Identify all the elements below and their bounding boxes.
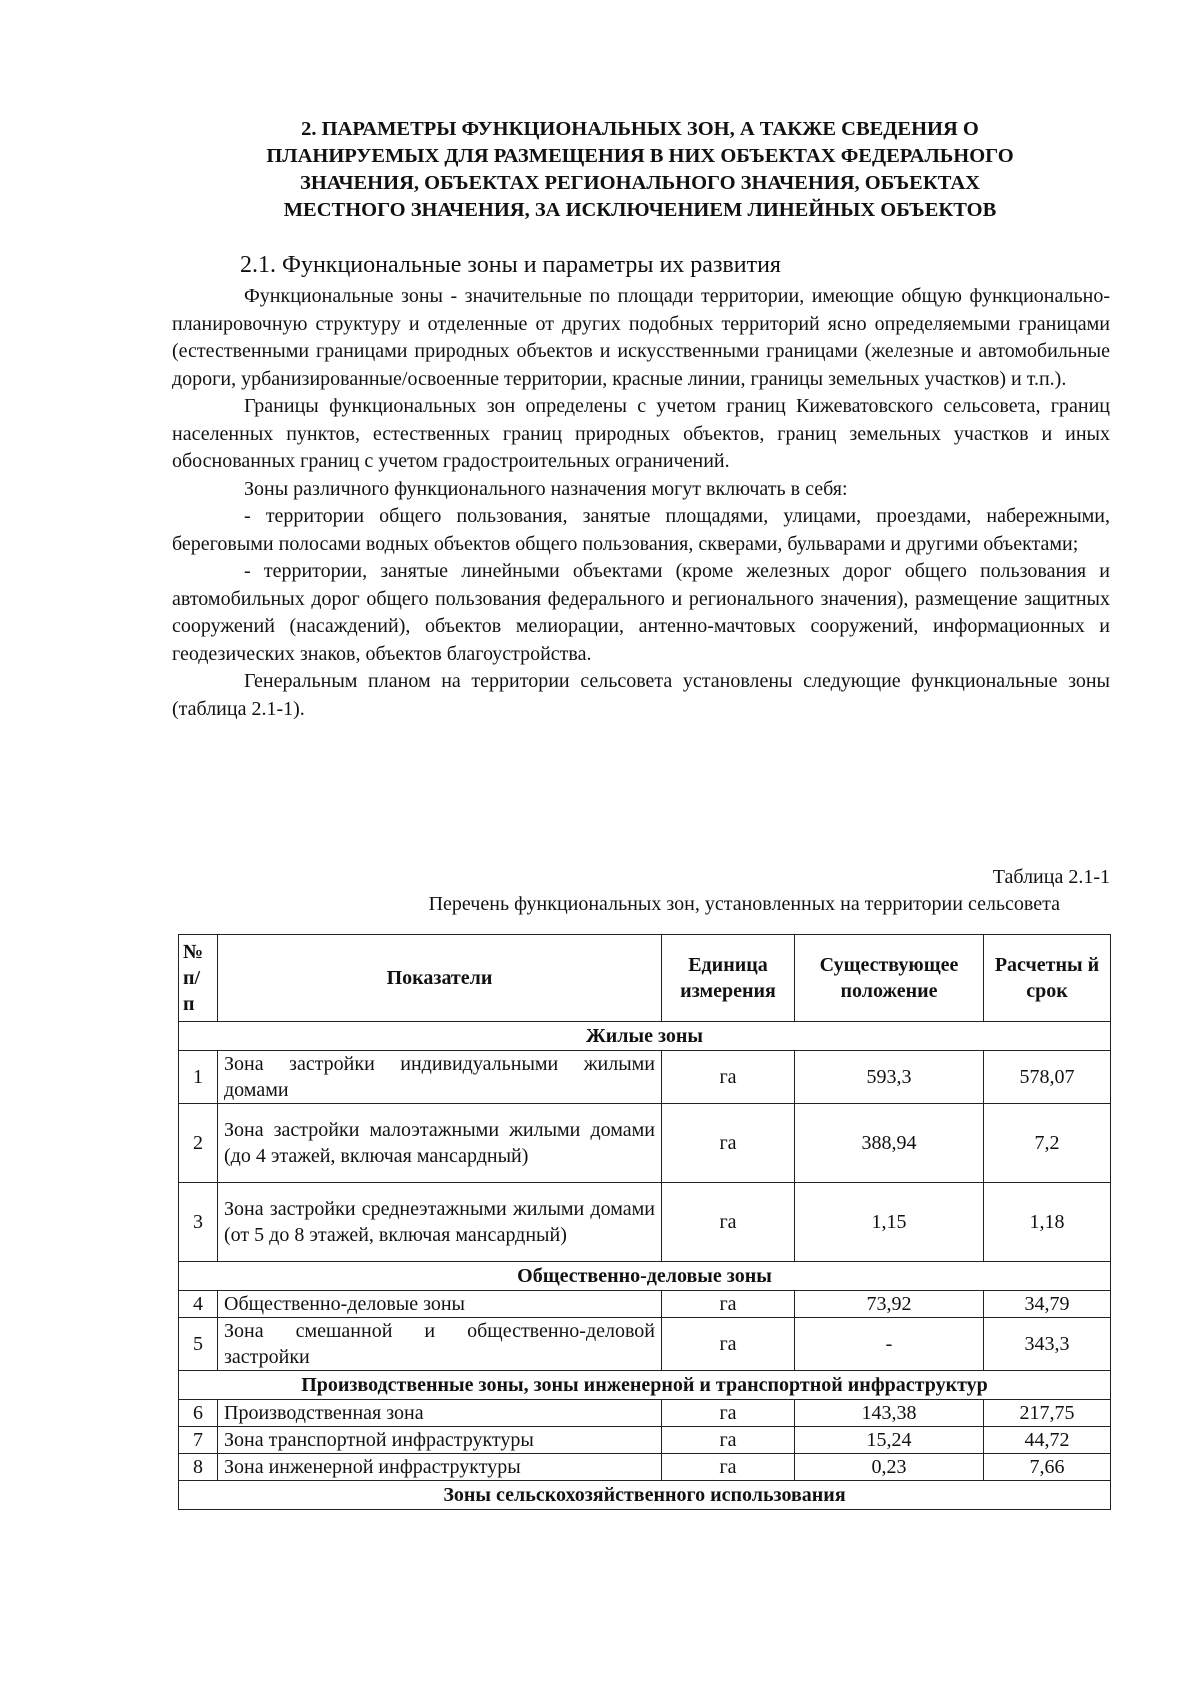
cell-existing: 0,23 (795, 1454, 984, 1481)
cell-unit: га (662, 1104, 795, 1183)
table-row (179, 1291, 1111, 1318)
table-row (179, 1454, 1111, 1481)
table-number: Таблица 2.1-1 (992, 866, 1110, 888)
cell-planned: 1,18 (984, 1183, 1111, 1262)
paragraph-boundaries: Границы функциональных зон определены с учетом границ Кижеватовского сельсовета, границ населенных пунктов, естественных границ природных объектов, границ земельных участков и иных обоснованных границ с учетом градостроительных ограничений. (172, 395, 1110, 472)
cell-num: 3 (179, 1183, 218, 1262)
group-title: Общественно-деловые зоны (179, 1262, 1111, 1291)
cell-unit: га (662, 1427, 795, 1454)
table-row (179, 1051, 1111, 1104)
cell-num: 7 (179, 1427, 218, 1454)
cell-planned: 34,79 (984, 1291, 1111, 1318)
section-title-line: МЕСТНОГО ЗНАЧЕНИЯ, ЗА ИСКЛЮЧЕНИЕМ ЛИНЕЙНЫХ ОБЪЕКТОВ (283, 199, 997, 221)
cell-existing: - (795, 1318, 984, 1371)
cell-num: 6 (179, 1400, 218, 1427)
header-planned: Расчетны й срок (984, 935, 1111, 1022)
cell-unit: га (662, 1318, 795, 1371)
cell-unit: га (662, 1454, 795, 1481)
table-group-row (179, 1262, 1111, 1291)
subsection-title: 2.1. Функциональные зоны и параметры их развития (240, 252, 781, 278)
cell-num: 1 (179, 1051, 218, 1104)
zones-table-body (179, 1022, 1111, 1510)
header-unit: Единица измерения (662, 935, 795, 1022)
cell-num: 4 (179, 1291, 218, 1318)
cell-existing: 1,15 (795, 1183, 984, 1262)
header-name: Показатели (218, 935, 662, 1022)
table-row (179, 1183, 1111, 1262)
cell-num: 8 (179, 1454, 218, 1481)
cell-planned: 343,3 (984, 1318, 1111, 1371)
cell-planned: 578,07 (984, 1051, 1111, 1104)
cell-name: Зона инженерной инфраструктуры (218, 1454, 662, 1481)
section-title-line: 2. ПАРАМЕТРЫ ФУНКЦИОНАЛЬНЫХ ЗОН, А ТАКЖЕ СВЕДЕНИЯ О (301, 118, 979, 140)
table-caption: Перечень функциональных зон, установленных на территории сельсовета (428, 893, 1060, 915)
cell-planned: 7,66 (984, 1454, 1111, 1481)
section-title-line: ПЛАНИРУЕМЫХ ДЛЯ РАЗМЕЩЕНИЯ В НИХ ОБЪЕКТАХ ФЕДЕРАЛЬНОГО (266, 145, 1014, 167)
paragraph-definition: Функциональные зоны - значительные по площади территории, имеющие общую функционально-планировочную структуру и отделенные от других подобных территорий ясно определяемыми границами (естественными границами природных объектов и искусственными границами (железные и автомобильные дороги, урбанизированные/освоенные территории, красные линии, границы земельных участков) и т.п.). (172, 285, 1110, 390)
paragraph-list-item: - территории, занятые линейными объектами (кроме железных дорог общего пользования и автомобильных дорог общего пользования федерального и регионального значения), размещение защитных сооружений (насаждений), объектов мелиорации, антенно-мачтовых сооружений, информационных и геодезических знаков, объектов благоустройства. (172, 560, 1110, 665)
cell-existing: 15,24 (795, 1427, 984, 1454)
cell-existing: 388,94 (795, 1104, 984, 1183)
cell-planned: 217,75 (984, 1400, 1111, 1427)
cell-num: 5 (179, 1318, 218, 1371)
cell-unit: га (662, 1400, 795, 1427)
section-title (170, 116, 1110, 224)
table-group-row (179, 1022, 1111, 1051)
cell-num: 2 (179, 1104, 218, 1183)
cell-existing: 593,3 (795, 1051, 984, 1104)
paragraph-zones-include: Зоны различного функционального назначения могут включать в себя: (244, 477, 848, 500)
cell-name: Общественно-деловые зоны (218, 1291, 662, 1318)
cell-name: Производственная зона (218, 1400, 662, 1427)
cell-name: Зона застройки среднеэтажными жилыми домами (от 5 до 8 этажей, включая мансардный) (218, 1183, 662, 1262)
body-text (172, 283, 1110, 723)
table-row (179, 1318, 1111, 1371)
table-header-row (179, 935, 1111, 1022)
table-row (179, 1104, 1111, 1183)
cell-name: Зона застройки малоэтажными жилыми домами (до 4 этажей, включая мансардный) (218, 1104, 662, 1183)
section-title-line: ЗНАЧЕНИЯ, ОБЪЕКТАХ РЕГИОНАЛЬНОГО ЗНАЧЕНИЯ, ОБЪЕКТАХ (300, 172, 980, 194)
cell-unit: га (662, 1291, 795, 1318)
group-title: Зоны сельскохозяйственного использования (179, 1481, 1111, 1510)
paragraph-established-zones: Генеральным планом на территории сельсовета установлены следующие функциональные зоны (таблица 2.1-1). (172, 670, 1110, 720)
table-group-row (179, 1481, 1111, 1510)
table-group-row (179, 1371, 1111, 1400)
group-title: Жилые зоны (179, 1022, 1111, 1051)
cell-existing: 143,38 (795, 1400, 984, 1427)
cell-name: Зона застройки индивидуальными жилыми домами (218, 1051, 662, 1104)
header-num: № п/ п (179, 935, 218, 1022)
cell-planned: 44,72 (984, 1427, 1111, 1454)
header-existing: Существующее положение (795, 935, 984, 1022)
cell-unit: га (662, 1183, 795, 1262)
table-row (179, 1427, 1111, 1454)
cell-name: Зона транспортной инфраструктуры (218, 1427, 662, 1454)
cell-existing: 73,92 (795, 1291, 984, 1318)
group-title: Производственные зоны, зоны инженерной и транспортной инфраструктур (179, 1371, 1111, 1400)
table-row (179, 1400, 1111, 1427)
cell-name: Зона смешанной и общественно-деловой застройки (218, 1318, 662, 1371)
zones-table (178, 934, 1111, 1510)
cell-unit: га (662, 1051, 795, 1104)
paragraph-list-item: - территории общего пользования, занятые площадями, улицами, проездами, набережными, береговыми полосами водных объектов общего пользования, скверами, бульварами и другими объектами; (172, 505, 1110, 555)
cell-planned: 7,2 (984, 1104, 1111, 1183)
